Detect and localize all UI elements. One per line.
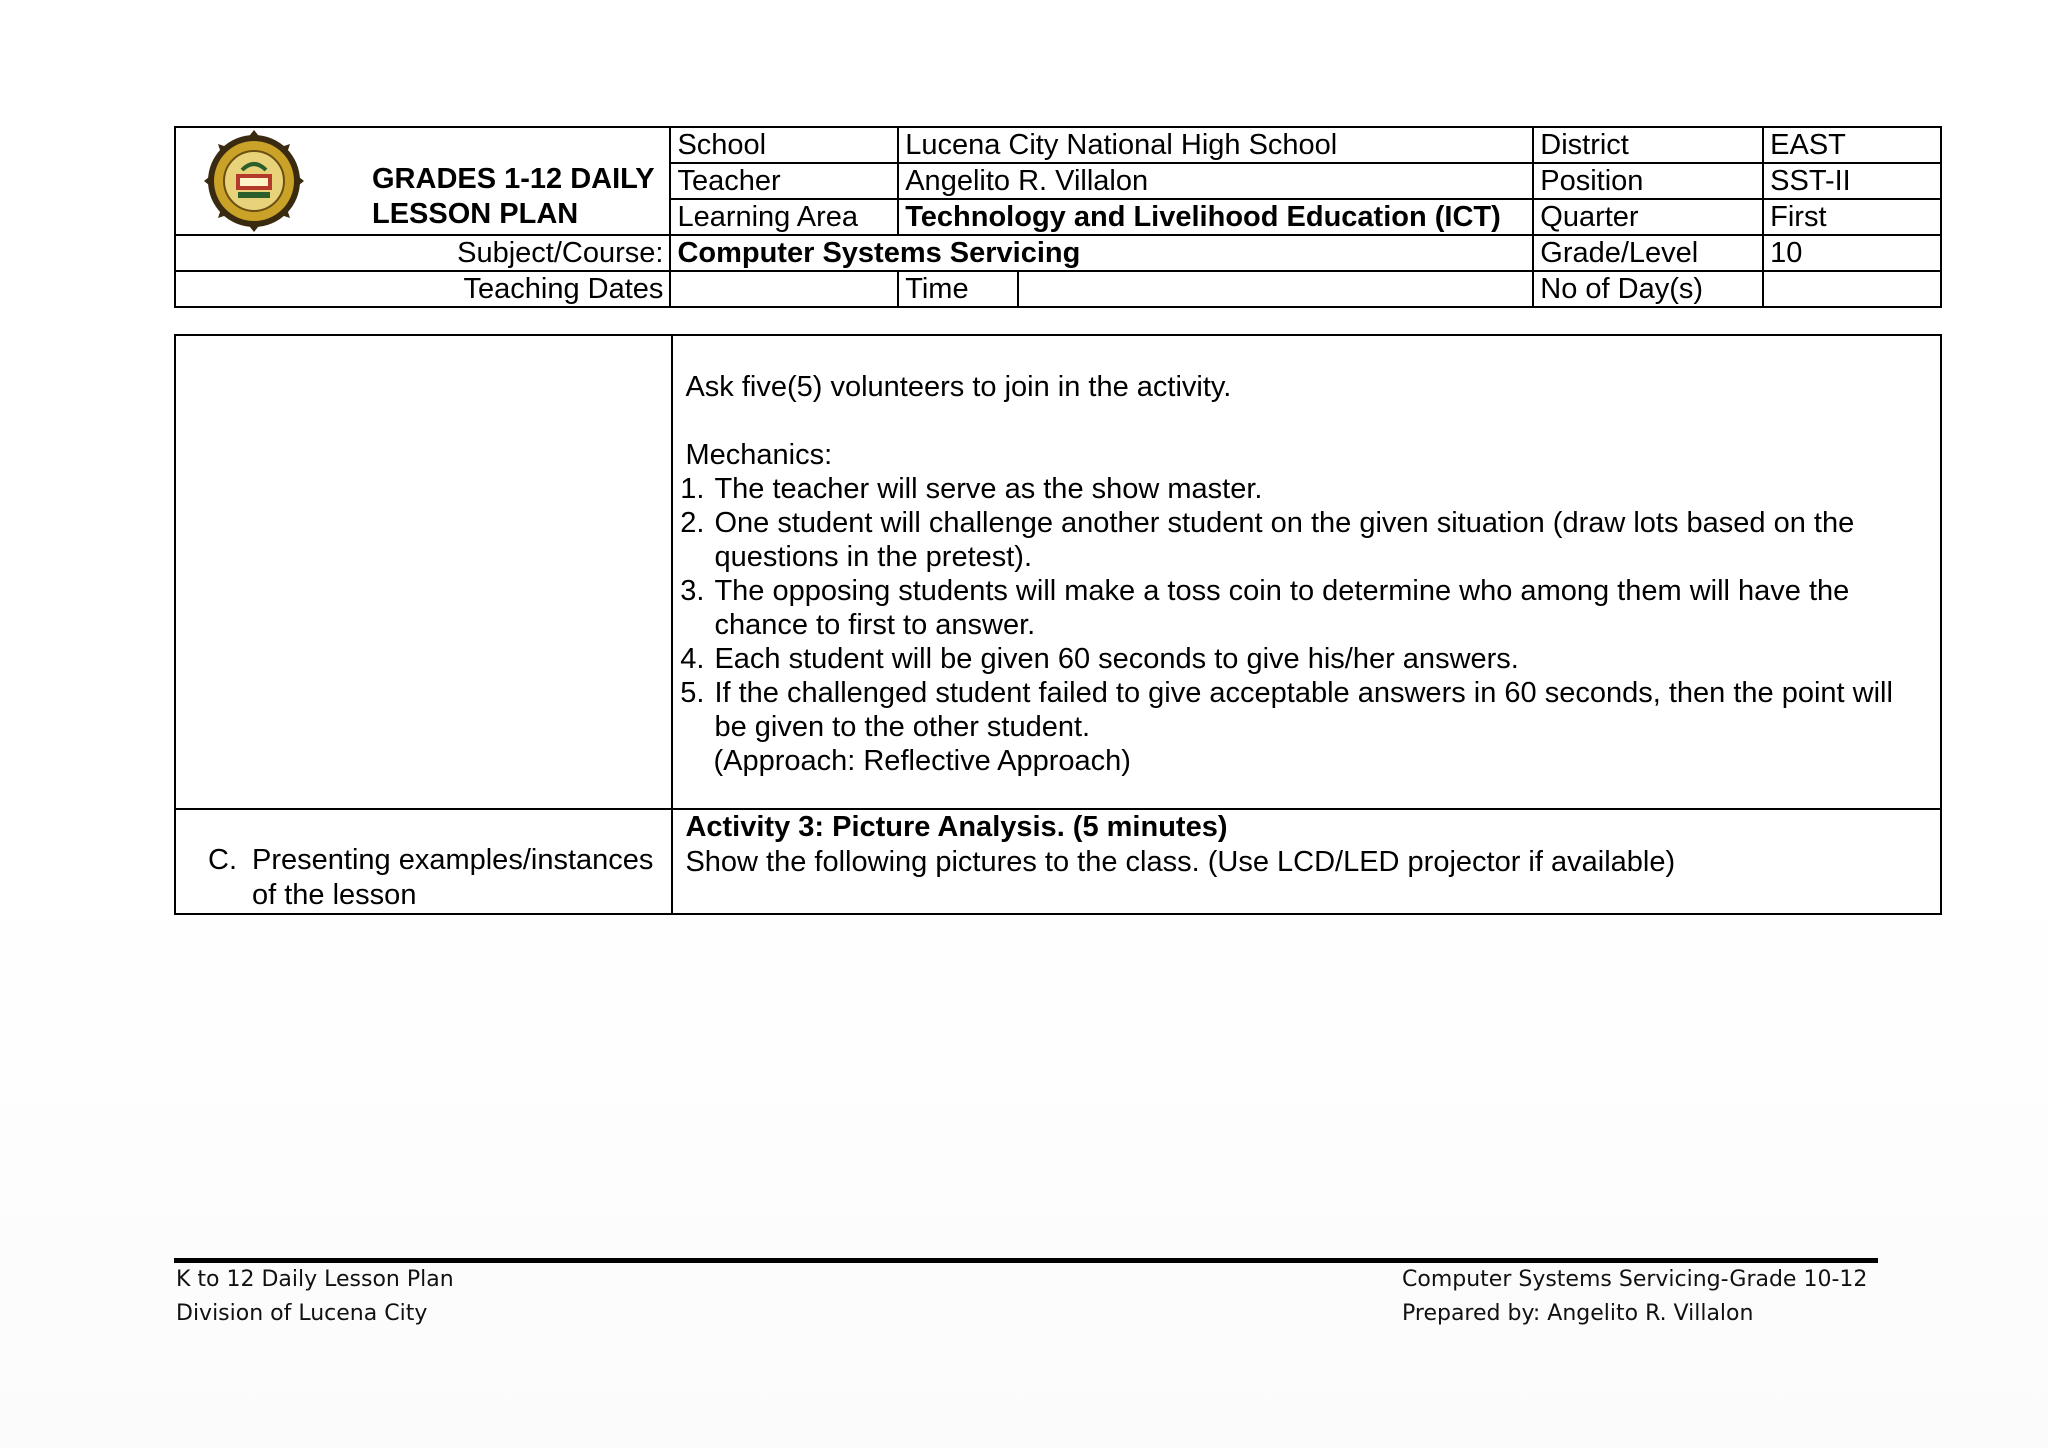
time-label: Time	[898, 271, 1018, 307]
position-label: Position	[1533, 163, 1763, 199]
teaching-dates-label: Teaching Dates	[175, 271, 670, 307]
logo-title-cell	[175, 127, 670, 235]
position-value: SST-II	[1763, 163, 1941, 199]
teacher-label: Teacher	[670, 163, 898, 199]
mechanics-item: 1. The teacher will serve as the show master.	[712, 472, 1928, 506]
footer-left	[176, 1263, 454, 1331]
activity-3-instruction: Show the following pictures to the class. (Use LCD/LED projector if available)	[685, 846, 1676, 878]
footer-left-line-1: K to 12 Daily Lesson Plan	[176, 1267, 454, 1292]
activity-content-cell	[672, 335, 1941, 809]
footer-left-line-2: Division of Lucena City	[176, 1301, 428, 1326]
activity-intro: Ask five(5) volunteers to join in the activity.	[685, 371, 1232, 403]
learning-area-value: Technology and Livelihood Education (ICT)	[898, 199, 1533, 235]
lesson-body-table	[174, 334, 1942, 915]
grade-label: Grade/Level	[1533, 235, 1763, 271]
activity-left-cell	[175, 335, 672, 809]
school-seal-logo	[204, 130, 304, 232]
mechanics-item: 2. One student will challenge another student on the given situation (draw lots based on the questions in the pretest).	[712, 506, 1928, 574]
footer-right-line-1: Computer Systems Servicing-Grade 10-12	[1402, 1267, 1868, 1292]
teaching-dates-value	[670, 271, 898, 307]
learning-area-label: Learning Area	[670, 199, 898, 235]
activity-3-title: Activity 3: Picture Analysis. (5 minutes)	[685, 811, 1228, 843]
subject-value: Computer Systems Servicing	[670, 235, 1533, 271]
section-c-content-cell	[672, 809, 1941, 914]
title-line-2: LESSON PLAN	[372, 198, 579, 230]
quarter-value: First	[1763, 199, 1941, 235]
section-c-label: Presenting examples/instances of the lesson	[252, 844, 654, 911]
mechanics-list	[685, 472, 1928, 744]
lesson-plan-title	[372, 162, 655, 232]
quarter-label: Quarter	[1533, 199, 1763, 235]
time-value	[1018, 271, 1533, 307]
mechanics-item: 4. Each student will be given 60 seconds to give his/her answers.	[712, 642, 1928, 676]
days-label: No of Day(s)	[1533, 271, 1763, 307]
mechanics-item: 3. The opposing students will make a toss coin to determine who among them will have the chance to first to answer.	[712, 574, 1928, 642]
section-c-letter: C.	[208, 844, 237, 876]
teacher-value: Angelito R. Villalon	[898, 163, 1533, 199]
district-label: District	[1533, 127, 1763, 163]
mechanics-heading: Mechanics:	[685, 439, 833, 471]
footer-right-line-2: Prepared by: Angelito R. Villalon	[1402, 1301, 1754, 1326]
approach-note: (Approach: Reflective Approach)	[713, 745, 1131, 777]
section-c-label-cell	[175, 809, 672, 914]
title-line-1: GRADES 1-12 DAILY	[372, 163, 655, 195]
days-value	[1763, 271, 1941, 307]
district-value: EAST	[1763, 127, 1941, 163]
mechanics-item: 5. If the challenged student failed to give acceptable answers in 60 seconds, then the point will be given to the other student.	[712, 676, 1928, 744]
grade-value: 10	[1763, 235, 1941, 271]
school-label: School	[670, 127, 898, 163]
header-table	[174, 126, 1942, 308]
footer-right	[1402, 1263, 1867, 1331]
school-value: Lucena City National High School	[898, 127, 1533, 163]
subject-label: Subject/Course:	[175, 235, 670, 271]
